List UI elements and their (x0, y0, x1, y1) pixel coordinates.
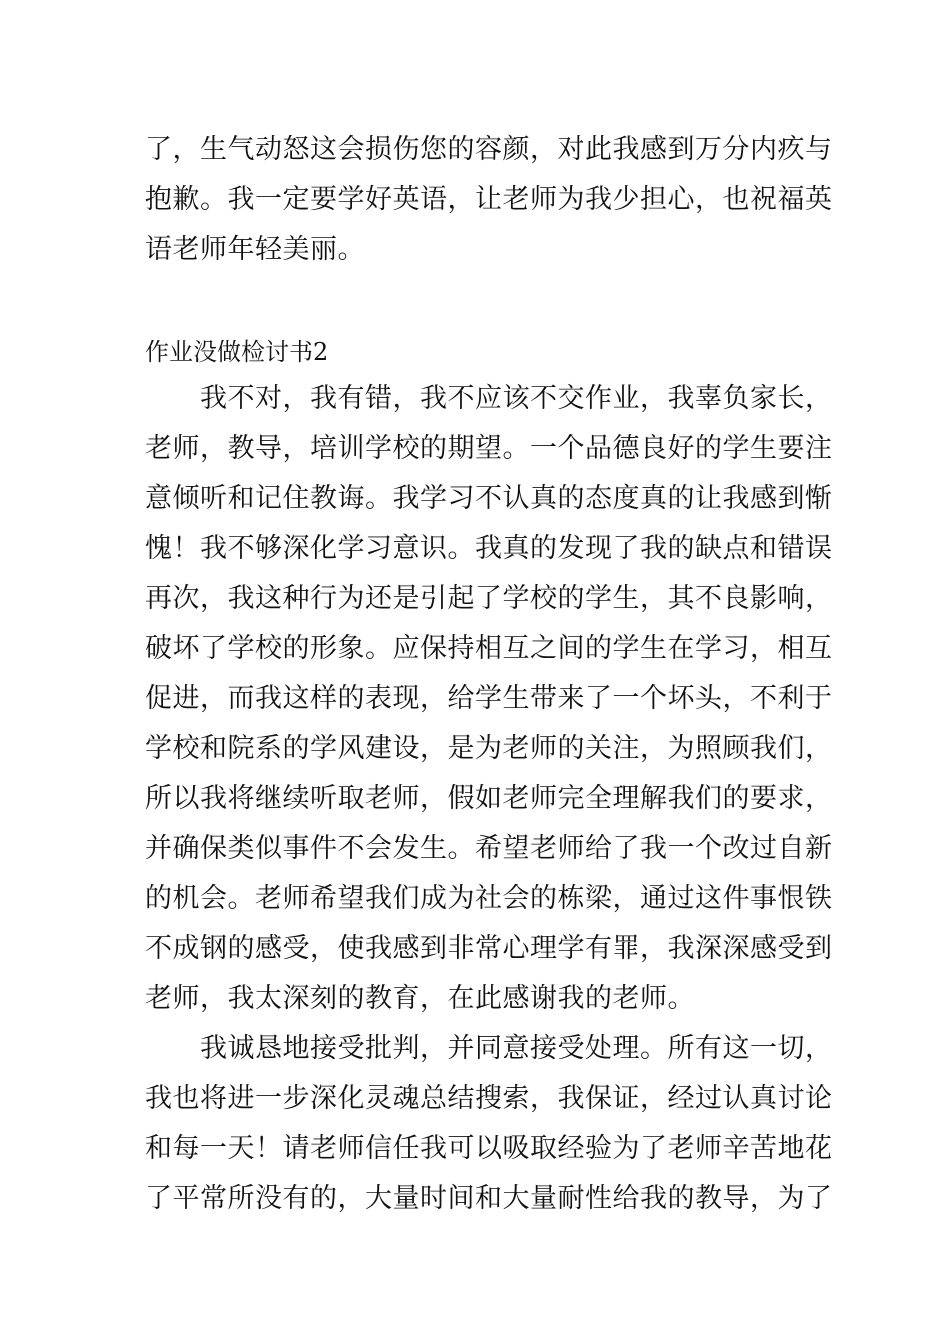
paragraph-line: 意倾听和记住教诲。我学习不认真的态度真的让我感到惭 (145, 483, 833, 514)
intro-line: 了，生气动怒这会损伤您的容颜，对此我感到万分内疚与 (145, 134, 833, 165)
paragraph-line: 我也将进一步深化灵魂总结搜索，我保证，经过认真讨论 (145, 1083, 833, 1114)
paragraph-line: 老师，教导，培训学校的期望。一个品德良好的学生要注 (145, 433, 833, 464)
paragraph-line: 了平常所没有的，大量时间和大量耐性给我的教导，为了 (145, 1183, 833, 1214)
section-title: 作业没做检讨书2 (145, 338, 329, 366)
paragraph-line: 老师，我太深刻的教育，在此感谢我的老师。 (145, 983, 695, 1014)
paragraph-line: 所以我将继续听取老师，假如老师完全理解我们的要求， (145, 783, 833, 814)
paragraph-line: 不成钢的感受，使我感到非常心理学有罪，我深深感受到 (145, 933, 833, 964)
paragraph-line: 再次，我这种行为还是引起了学校的学生，其不良影响， (145, 583, 833, 614)
paragraph-line: 的机会。老师希望我们成为社会的栋梁，通过这件事恨铁 (145, 883, 833, 914)
paragraph-line: 并确保类似事件不会发生。希望老师给了我一个改过自新 (145, 833, 833, 864)
paragraph-line: 我诚恳地接受批判，并同意接受处理。所有这一切， (200, 1033, 833, 1064)
intro-line: 抱歉。我一定要学好英语，让老师为我少担心，也祝福英 (145, 184, 833, 215)
paragraph-line: 和每一天！请老师信任我可以吸取经验为了老师辛苦地花 (145, 1133, 833, 1164)
paragraph-line: 学校和院系的学风建设，是为老师的关注，为照顾我们， (145, 733, 833, 764)
paragraph-line: 愧！我不够深化学习意识。我真的发现了我的缺点和错误 (145, 533, 833, 564)
paragraph-line: 我不对，我有错，我不应该不交作业，我辜负家长， (200, 383, 833, 414)
paragraph-line: 破坏了学校的形象。应保持相互之间的学生在学习，相互 (145, 633, 833, 664)
paragraph-line: 促进，而我这样的表现，给学生带来了一个坏头，不利于 (145, 683, 833, 714)
intro-line: 语老师年轻美丽。 (145, 234, 365, 265)
